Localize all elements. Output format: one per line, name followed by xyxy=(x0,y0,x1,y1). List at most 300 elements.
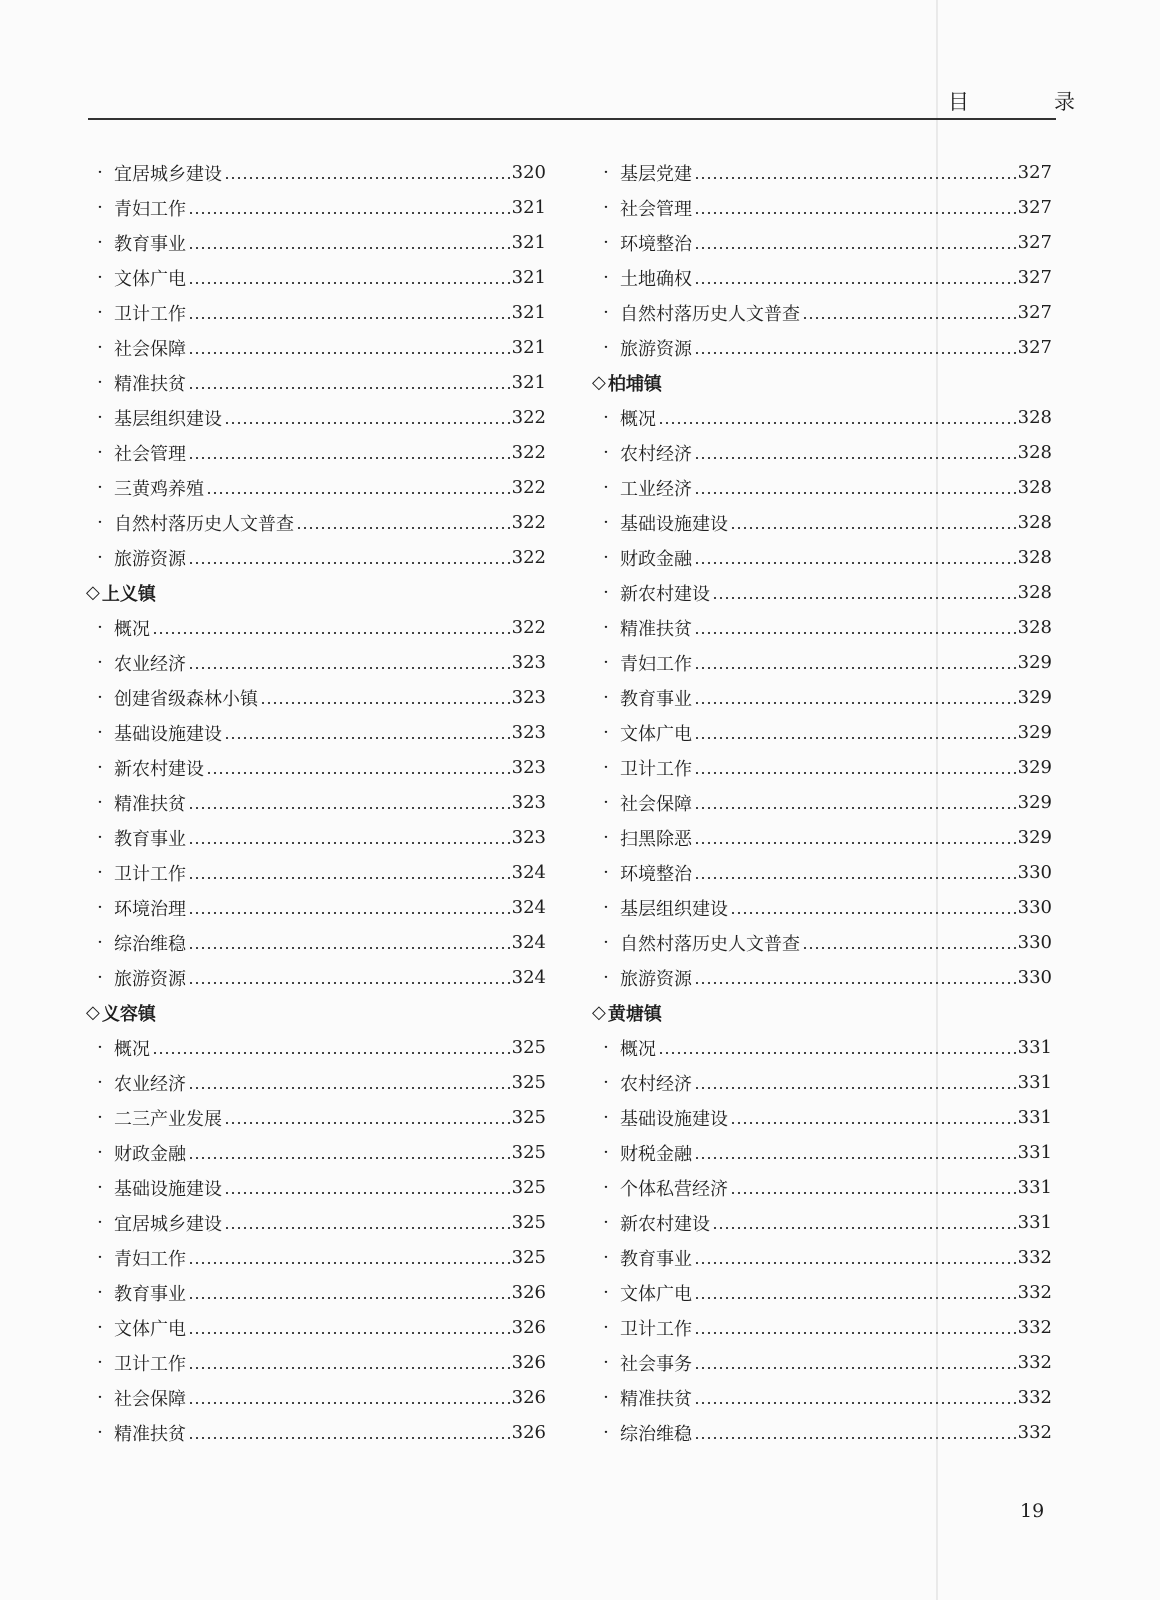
diamond-icon: ◇ xyxy=(592,1002,606,1023)
toc-entry-label: 基础设施建设 xyxy=(114,1178,222,1200)
toc-entry[interactable] xyxy=(592,925,1052,960)
toc-entry[interactable] xyxy=(86,855,546,890)
diamond-icon: ◇ xyxy=(86,1002,100,1023)
toc-entry[interactable] xyxy=(592,1030,1052,1065)
toc-entry-label: 基础设施建设 xyxy=(620,513,728,535)
toc-entry[interactable] xyxy=(86,1275,546,1310)
bullet-icon: · xyxy=(97,757,103,778)
toc-entry-label: 精准扶贫 xyxy=(620,1388,692,1410)
dot-leader xyxy=(188,199,510,217)
dot-leader xyxy=(730,514,1016,532)
dot-leader xyxy=(694,864,1016,882)
toc-entry-page: 325 xyxy=(511,1037,546,1058)
bullet-icon: · xyxy=(603,897,609,918)
toc-entry-label: 社会管理 xyxy=(114,443,186,465)
toc-entry[interactable] xyxy=(592,470,1052,505)
dot-leader xyxy=(188,794,510,812)
toc-entry-label: 新农村建设 xyxy=(620,583,710,605)
dot-leader xyxy=(206,759,510,777)
toc-entry[interactable] xyxy=(86,1170,546,1205)
toc-entry-page: 322 xyxy=(511,442,546,463)
bullet-icon: · xyxy=(97,827,103,848)
bullet-icon: · xyxy=(97,1317,103,1338)
toc-entry-page: 327 xyxy=(1017,337,1052,358)
toc-entry[interactable] xyxy=(86,330,546,365)
bullet-icon: · xyxy=(603,1352,609,1373)
bullet-icon: · xyxy=(603,687,609,708)
toc-entry-page: 331 xyxy=(1017,1107,1052,1128)
toc-entry-page: 332 xyxy=(1017,1247,1052,1268)
toc-entry-page: 331 xyxy=(1017,1212,1052,1233)
toc-entry-page: 322 xyxy=(511,512,546,533)
toc-entry-label: 社会保障 xyxy=(114,338,186,360)
toc-entry-page: 328 xyxy=(1017,442,1052,463)
bullet-icon: · xyxy=(603,162,609,183)
dot-leader xyxy=(188,444,510,462)
toc-entry-label: 财税金融 xyxy=(620,1143,692,1165)
toc-entry-label: 教育事业 xyxy=(114,1283,186,1305)
dot-leader xyxy=(260,689,510,707)
toc-entry-label: 精准扶贫 xyxy=(114,793,186,815)
toc-entry-label: 文体广电 xyxy=(114,1318,186,1340)
toc-entry-label: 精准扶贫 xyxy=(114,373,186,395)
toc-entry-page: 326 xyxy=(511,1282,546,1303)
toc-section-heading[interactable] xyxy=(86,575,546,610)
bullet-icon: · xyxy=(97,407,103,428)
toc-entry[interactable] xyxy=(86,1310,546,1345)
toc-entry-page: 327 xyxy=(1017,267,1052,288)
bullet-icon: · xyxy=(97,1247,103,1268)
toc-entry[interactable] xyxy=(592,1065,1052,1100)
toc-entry-label: 自然村落历史人文普查 xyxy=(620,933,800,955)
dot-leader xyxy=(152,619,510,637)
toc-entry-page: 328 xyxy=(1017,512,1052,533)
toc-entry[interactable] xyxy=(592,1100,1052,1135)
toc-entry-page: 328 xyxy=(1017,582,1052,603)
toc-entry[interactable] xyxy=(86,925,546,960)
dot-leader xyxy=(224,724,510,742)
toc-entry-page: 321 xyxy=(511,302,546,323)
bullet-icon: · xyxy=(603,232,609,253)
toc-entry-label: 三黄鸡养殖 xyxy=(114,478,204,500)
toc-entry[interactable] xyxy=(592,400,1052,435)
toc-entry-page: 326 xyxy=(511,1387,546,1408)
bullet-icon: · xyxy=(97,1037,103,1058)
toc-entry-page: 331 xyxy=(1017,1142,1052,1163)
toc-entry[interactable] xyxy=(86,1135,546,1170)
toc-entry[interactable] xyxy=(86,785,546,820)
bullet-icon: · xyxy=(97,302,103,323)
toc-entry-page: 325 xyxy=(511,1072,546,1093)
toc-entry[interactable] xyxy=(86,750,546,785)
toc-entry-label: 卫计工作 xyxy=(620,1318,692,1340)
toc-entry-label: 文体广电 xyxy=(114,268,186,290)
toc-entry-label: 卫计工作 xyxy=(114,863,186,885)
toc-entry-label: 旅游资源 xyxy=(114,968,186,990)
bullet-icon: · xyxy=(603,337,609,358)
toc-entry-label: 自然村落历史人文普查 xyxy=(114,513,294,535)
toc-entry-page: 330 xyxy=(1017,862,1052,883)
bullet-icon: · xyxy=(603,1282,609,1303)
bullet-icon: · xyxy=(603,1177,609,1198)
toc-entry-page: 330 xyxy=(1017,967,1052,988)
toc-entry[interactable] xyxy=(86,715,546,750)
dot-leader xyxy=(730,899,1016,917)
toc-entry[interactable] xyxy=(86,960,546,995)
toc-entry-page: 329 xyxy=(1017,827,1052,848)
bullet-icon: · xyxy=(97,232,103,253)
toc-entry-page: 331 xyxy=(1017,1037,1052,1058)
toc-entry-page: 324 xyxy=(511,932,546,953)
toc-entry-label: 青妇工作 xyxy=(620,653,692,675)
dot-leader xyxy=(188,654,510,672)
dot-leader xyxy=(296,514,510,532)
dot-leader xyxy=(224,164,510,182)
dot-leader xyxy=(188,1284,510,1302)
dot-leader xyxy=(188,1319,510,1337)
bullet-icon: · xyxy=(603,302,609,323)
toc-entry-label: 综治维稳 xyxy=(114,933,186,955)
toc-entry-page: 322 xyxy=(511,407,546,428)
bullet-icon: · xyxy=(603,1072,609,1093)
dot-leader xyxy=(694,1354,1016,1372)
toc-entry[interactable] xyxy=(86,1030,546,1065)
toc-entry-label: 教育事业 xyxy=(114,828,186,850)
toc-entry-page: 328 xyxy=(1017,477,1052,498)
toc-entry-label: 精准扶贫 xyxy=(620,618,692,640)
bullet-icon: · xyxy=(97,162,103,183)
toc-entry[interactable] xyxy=(592,715,1052,750)
bullet-icon: · xyxy=(97,442,103,463)
toc-entry[interactable] xyxy=(592,1415,1052,1450)
dot-leader xyxy=(188,829,510,847)
toc-entry[interactable] xyxy=(592,505,1052,540)
toc-entry[interactable] xyxy=(86,155,546,190)
bullet-icon: · xyxy=(603,477,609,498)
dot-leader xyxy=(188,934,510,952)
toc-column-left xyxy=(86,155,546,1450)
dot-leader xyxy=(188,1389,510,1407)
toc-entry-page: 329 xyxy=(1017,792,1052,813)
bullet-icon: · xyxy=(97,337,103,358)
dot-leader xyxy=(188,1249,510,1267)
bullet-icon: · xyxy=(603,1247,609,1268)
dot-leader xyxy=(188,1424,510,1442)
toc-entry-page: 332 xyxy=(1017,1422,1052,1443)
toc-entry[interactable] xyxy=(86,1345,546,1380)
dot-leader xyxy=(694,829,1016,847)
dot-leader xyxy=(188,339,510,357)
dot-leader xyxy=(188,864,510,882)
toc-entry-page: 330 xyxy=(1017,932,1052,953)
bullet-icon: · xyxy=(97,792,103,813)
bullet-icon: · xyxy=(603,547,609,568)
toc-entry[interactable] xyxy=(86,225,546,260)
toc-entry-label: 基层组织建设 xyxy=(114,408,222,430)
bullet-icon: · xyxy=(603,757,609,778)
bullet-icon: · xyxy=(603,267,609,288)
toc-entry[interactable] xyxy=(592,1240,1052,1275)
toc-entry-page: 332 xyxy=(1017,1387,1052,1408)
toc-entry[interactable] xyxy=(86,365,546,400)
toc-entry-label: 土地确权 xyxy=(620,268,692,290)
toc-entry[interactable] xyxy=(592,1345,1052,1380)
toc-entry[interactable] xyxy=(592,1135,1052,1170)
toc-entry[interactable] xyxy=(592,960,1052,995)
bullet-icon: · xyxy=(603,792,609,813)
dot-leader xyxy=(802,304,1016,322)
dot-leader xyxy=(694,654,1016,672)
bullet-icon: · xyxy=(97,1387,103,1408)
toc-entry-page: 321 xyxy=(511,197,546,218)
toc-entry-label: 环境治理 xyxy=(114,898,186,920)
toc-entry[interactable] xyxy=(592,890,1052,925)
page-header-title: 目 录 xyxy=(948,90,1107,114)
dot-leader xyxy=(712,1214,1016,1232)
toc-entry-page: 325 xyxy=(511,1177,546,1198)
bullet-icon: · xyxy=(97,512,103,533)
toc-entry-label: 旅游资源 xyxy=(620,338,692,360)
toc-entry-page: 332 xyxy=(1017,1282,1052,1303)
bullet-icon: · xyxy=(603,512,609,533)
toc-section-heading[interactable] xyxy=(592,995,1052,1030)
toc-entry-label: 农村经济 xyxy=(620,1073,692,1095)
bullet-icon: · xyxy=(97,1282,103,1303)
bullet-icon: · xyxy=(603,1317,609,1338)
toc-entry-label: 工业经济 xyxy=(620,478,692,500)
toc-entry-label: 基层组织建设 xyxy=(620,898,728,920)
toc-entry[interactable] xyxy=(592,1275,1052,1310)
toc-section-heading[interactable] xyxy=(86,995,546,1030)
toc-entry-page: 331 xyxy=(1017,1072,1052,1093)
dot-leader xyxy=(694,1424,1016,1442)
toc-entry[interactable] xyxy=(86,540,546,575)
bullet-icon: · xyxy=(603,1212,609,1233)
dot-leader xyxy=(188,269,510,287)
toc-entry-label: 社会管理 xyxy=(620,198,692,220)
toc-entry-page: 329 xyxy=(1017,652,1052,673)
bullet-icon: · xyxy=(97,617,103,638)
toc-entry[interactable] xyxy=(86,890,546,925)
bullet-icon: · xyxy=(97,1107,103,1128)
dot-leader xyxy=(730,1179,1016,1197)
dot-leader xyxy=(224,1214,510,1232)
bullet-icon: · xyxy=(603,1037,609,1058)
toc-entry[interactable] xyxy=(592,295,1052,330)
toc-entry[interactable] xyxy=(592,190,1052,225)
toc-entry-page: 327 xyxy=(1017,162,1052,183)
toc-entry[interactable] xyxy=(86,1205,546,1240)
toc-entry-page: 325 xyxy=(511,1247,546,1268)
bullet-icon: · xyxy=(603,582,609,603)
toc-entry-label: 农村经济 xyxy=(620,443,692,465)
dot-leader xyxy=(694,1319,1016,1337)
dot-leader xyxy=(188,1074,510,1092)
toc-entry-label: 农业经济 xyxy=(114,1073,186,1095)
toc-entry-label: 二三产业发展 xyxy=(114,1108,222,1130)
dot-leader xyxy=(188,549,510,567)
toc-entry[interactable] xyxy=(592,1310,1052,1345)
toc-entry[interactable] xyxy=(592,575,1052,610)
toc-entry[interactable] xyxy=(592,1380,1052,1415)
toc-section-title: 义容镇 xyxy=(101,1003,156,1025)
dot-leader xyxy=(152,1039,510,1057)
toc-entry-page: 323 xyxy=(511,687,546,708)
toc-entry[interactable] xyxy=(592,785,1052,820)
bullet-icon: · xyxy=(97,1177,103,1198)
toc-entry-page: 321 xyxy=(511,267,546,288)
dot-leader xyxy=(802,934,1016,952)
toc-entry-page: 322 xyxy=(511,617,546,638)
toc-entry[interactable] xyxy=(592,680,1052,715)
bullet-icon: · xyxy=(603,1422,609,1443)
dot-leader xyxy=(188,374,510,392)
bullet-icon: · xyxy=(603,617,609,638)
toc-entry-page: 327 xyxy=(1017,302,1052,323)
toc-entry[interactable] xyxy=(592,260,1052,295)
dot-leader xyxy=(694,794,1016,812)
toc-entry-page: 322 xyxy=(511,477,546,498)
toc-entry-label: 社会保障 xyxy=(620,793,692,815)
toc-section-heading[interactable] xyxy=(592,365,1052,400)
toc-entry-page: 323 xyxy=(511,757,546,778)
toc-entry[interactable] xyxy=(86,680,546,715)
toc-entry[interactable] xyxy=(86,820,546,855)
toc-entry-page: 331 xyxy=(1017,1177,1052,1198)
toc-entry-label: 卫计工作 xyxy=(620,758,692,780)
toc-entry-label: 宜居城乡建设 xyxy=(114,163,222,185)
toc-entry-label: 社会保障 xyxy=(114,1388,186,1410)
toc-entry[interactable] xyxy=(86,1065,546,1100)
toc-section-title: 柏埔镇 xyxy=(607,373,662,395)
toc-entry[interactable] xyxy=(86,1240,546,1275)
toc-entry[interactable] xyxy=(86,190,546,225)
toc-entry[interactable] xyxy=(592,645,1052,680)
toc-entry-label: 概况 xyxy=(114,1038,150,1060)
toc-entry[interactable] xyxy=(592,540,1052,575)
toc-entry[interactable] xyxy=(86,260,546,295)
toc-entry-page: 320 xyxy=(511,162,546,183)
dot-leader xyxy=(694,164,1016,182)
toc-entry-label: 教育事业 xyxy=(114,233,186,255)
toc-entry[interactable] xyxy=(592,855,1052,890)
dot-leader xyxy=(694,444,1016,462)
toc-entry-label: 扫黑除恶 xyxy=(620,828,692,850)
toc-entry-label: 综治维稳 xyxy=(620,1423,692,1445)
toc-entry-label: 精准扶贫 xyxy=(114,1423,186,1445)
bullet-icon: · xyxy=(97,932,103,953)
bullet-icon: · xyxy=(97,652,103,673)
bullet-icon: · xyxy=(97,1422,103,1443)
toc-entry-label: 创建省级森林小镇 xyxy=(114,688,258,710)
bullet-icon: · xyxy=(97,687,103,708)
toc-entry-page: 321 xyxy=(511,337,546,358)
toc-entry[interactable] xyxy=(592,435,1052,470)
bullet-icon: · xyxy=(97,862,103,883)
toc-entry-label: 基础设施建设 xyxy=(620,1108,728,1130)
toc-entry-page: 330 xyxy=(1017,897,1052,918)
toc-section-title: 上义镇 xyxy=(101,583,156,605)
toc-entry[interactable] xyxy=(86,400,546,435)
toc-entry[interactable] xyxy=(86,470,546,505)
toc-entry-page: 324 xyxy=(511,897,546,918)
toc-entry[interactable] xyxy=(592,820,1052,855)
dot-leader xyxy=(694,724,1016,742)
toc-entry-label: 财政金融 xyxy=(114,1143,186,1165)
toc-entry[interactable] xyxy=(86,610,546,645)
toc-entry[interactable] xyxy=(86,645,546,680)
toc-entry[interactable] xyxy=(86,295,546,330)
dot-leader xyxy=(694,1249,1016,1267)
toc-entry[interactable] xyxy=(86,1415,546,1450)
bullet-icon: · xyxy=(97,1072,103,1093)
toc-entry-page: 323 xyxy=(511,652,546,673)
toc-entry[interactable] xyxy=(592,1170,1052,1205)
toc-section-title: 黄塘镇 xyxy=(607,1003,662,1025)
toc-entry-page: 324 xyxy=(511,967,546,988)
dot-leader xyxy=(206,479,510,497)
toc-entry-page: 332 xyxy=(1017,1352,1052,1373)
toc-entry-label: 文体广电 xyxy=(620,723,692,745)
bullet-icon: · xyxy=(97,477,103,498)
toc-entry-label: 自然村落历史人文普查 xyxy=(620,303,800,325)
toc-entry[interactable] xyxy=(592,750,1052,785)
bullet-icon: · xyxy=(603,1107,609,1128)
dot-leader xyxy=(694,269,1016,287)
toc-entry[interactable] xyxy=(86,435,546,470)
dot-leader xyxy=(694,479,1016,497)
toc-entry-page: 329 xyxy=(1017,687,1052,708)
bullet-icon: · xyxy=(603,442,609,463)
bullet-icon: · xyxy=(97,1212,103,1233)
dot-leader xyxy=(694,549,1016,567)
toc-entry-label: 文体广电 xyxy=(620,1283,692,1305)
bullet-icon: · xyxy=(603,197,609,218)
toc-entry[interactable] xyxy=(86,505,546,540)
toc-entry[interactable] xyxy=(86,1100,546,1135)
toc-entry[interactable] xyxy=(592,155,1052,190)
dot-leader xyxy=(694,199,1016,217)
dot-leader xyxy=(694,1144,1016,1162)
bullet-icon: · xyxy=(603,967,609,988)
bullet-icon: · xyxy=(97,1142,103,1163)
toc-entry[interactable] xyxy=(86,1380,546,1415)
toc-entry-page: 326 xyxy=(511,1352,546,1373)
toc-entry[interactable] xyxy=(592,1205,1052,1240)
dot-leader xyxy=(224,1179,510,1197)
dot-leader xyxy=(712,584,1016,602)
bullet-icon: · xyxy=(603,722,609,743)
dot-leader xyxy=(188,899,510,917)
dot-leader xyxy=(694,619,1016,637)
dot-leader xyxy=(730,1109,1016,1127)
toc-entry-page: 329 xyxy=(1017,722,1052,743)
diamond-icon: ◇ xyxy=(86,582,100,603)
bullet-icon: · xyxy=(603,862,609,883)
toc-entry-page: 332 xyxy=(1017,1317,1052,1338)
bullet-icon: · xyxy=(97,897,103,918)
toc-entry-page: 327 xyxy=(1017,197,1052,218)
toc-entry[interactable] xyxy=(592,330,1052,365)
toc-entry[interactable] xyxy=(592,225,1052,260)
bullet-icon: · xyxy=(603,652,609,673)
toc-entry[interactable] xyxy=(592,610,1052,645)
bullet-icon: · xyxy=(97,1352,103,1373)
toc-entry-label: 新农村建设 xyxy=(114,758,204,780)
bullet-icon: · xyxy=(97,372,103,393)
toc-entry-label: 宜居城乡建设 xyxy=(114,1213,222,1235)
diamond-icon: ◇ xyxy=(592,372,606,393)
